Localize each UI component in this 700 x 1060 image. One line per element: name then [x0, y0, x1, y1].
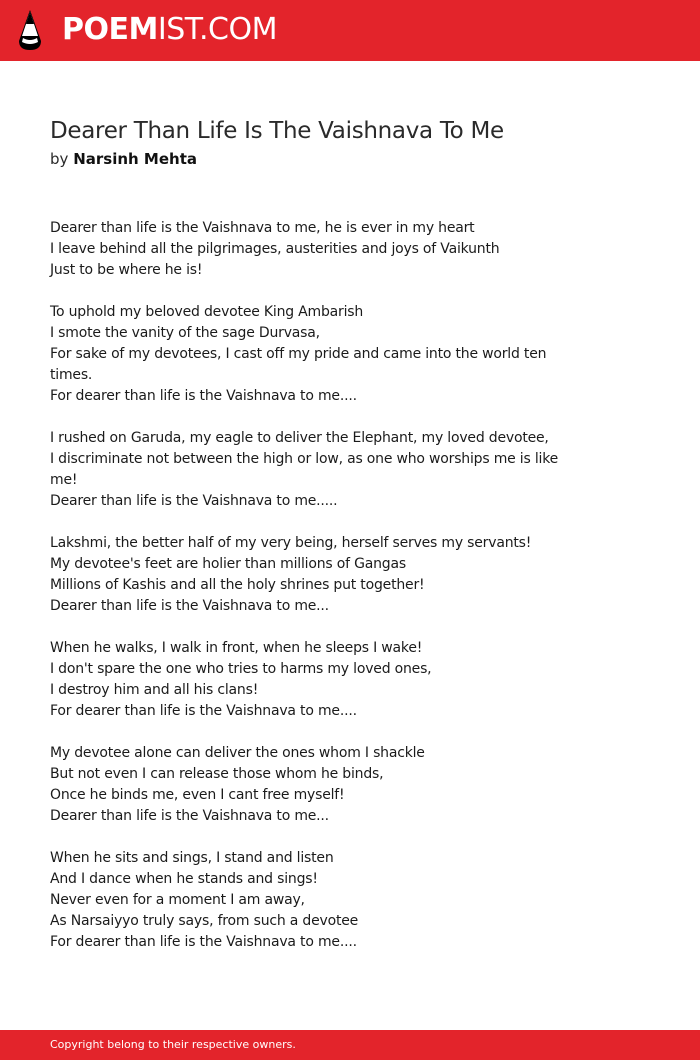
site-logo[interactable]: [62, 10, 277, 50]
stanza: [50, 533, 570, 617]
stanza: [50, 848, 570, 953]
byline: [50, 148, 197, 170]
stanza: [50, 428, 570, 512]
stanza: [50, 302, 570, 407]
poem-line: For dearer than life is the Vaishnava to me....: [50, 703, 357, 719]
poem-line: Dearer than life is the Vaishnava to me, he is ever in my heart: [50, 220, 475, 236]
poem-title: Dearer Than Life Is The Vaishnava To Me: [50, 118, 504, 144]
poem-line: I discriminate not between the high or low, as one who worships me is like me!: [50, 451, 559, 488]
poem-line: When he sits and sings, I stand and listen: [50, 850, 334, 866]
poem-line: Once he binds me, even I cant free myself!: [50, 787, 345, 803]
copyright-notice: Copyright belong to their respective owners.: [50, 1038, 296, 1051]
stanza: [50, 218, 570, 281]
poem-line: Never even for a moment I am away,: [50, 892, 305, 908]
poem-line: Lakshmi, the better half of my very being, herself serves my servants!: [50, 535, 532, 551]
poem-line: To uphold my beloved devotee King Ambarish: [50, 304, 364, 320]
poem-line: And I dance when he stands and sings!: [50, 871, 318, 887]
poem-line: Dearer than life is the Vaishnava to me...: [50, 808, 329, 824]
poem-body: [50, 218, 570, 974]
author-name[interactable]: Narsinh Mehta: [73, 150, 197, 168]
poem-line: Dearer than life is the Vaishnava to me...: [50, 598, 329, 614]
pencil-tip-icon[interactable]: [17, 9, 43, 52]
poem-line: For dearer than life is the Vaishnava to me....: [50, 934, 357, 950]
logo-text-bold: POEM: [62, 12, 158, 47]
stanza: [50, 638, 570, 722]
poem-line: As Narsaiyyo truly says, from such a devotee: [50, 913, 359, 929]
poem-line: I leave behind all the pilgrimages, austerities and joys of Vaikunth: [50, 241, 500, 257]
poem-line: My devotee's feet are holier than millions of Gangas: [50, 556, 406, 572]
poem-line: I don't spare the one who tries to harms my loved ones,: [50, 661, 432, 677]
poem-line: When he walks, I walk in front, when he sleeps I wake!: [50, 640, 423, 656]
by-label: by: [50, 150, 69, 168]
site-footer: [0, 1030, 700, 1060]
poem-line: My devotee alone can deliver the ones whom I shackle: [50, 745, 425, 761]
poem-line: But not even I can release those whom he binds,: [50, 766, 384, 782]
poem-line: For sake of my devotees, I cast off my pride and came into the world ten times.: [50, 346, 547, 383]
poem-line: Just to be where he is!: [50, 262, 203, 278]
poem-line: I rushed on Garuda, my eagle to deliver the Elephant, my loved devotee,: [50, 430, 549, 446]
poem-line: Millions of Kashis and all the holy shrines put together!: [50, 577, 425, 593]
poem-line: Dearer than life is the Vaishnava to me.....: [50, 493, 338, 509]
site-header: [0, 0, 700, 61]
poem-line: I smote the vanity of the sage Durvasa,: [50, 325, 320, 341]
poem-line: I destroy him and all his clans!: [50, 682, 259, 698]
stanza: [50, 743, 570, 827]
poem-line: For dearer than life is the Vaishnava to me....: [50, 388, 357, 404]
logo-text-light: IST.COM: [157, 12, 277, 47]
